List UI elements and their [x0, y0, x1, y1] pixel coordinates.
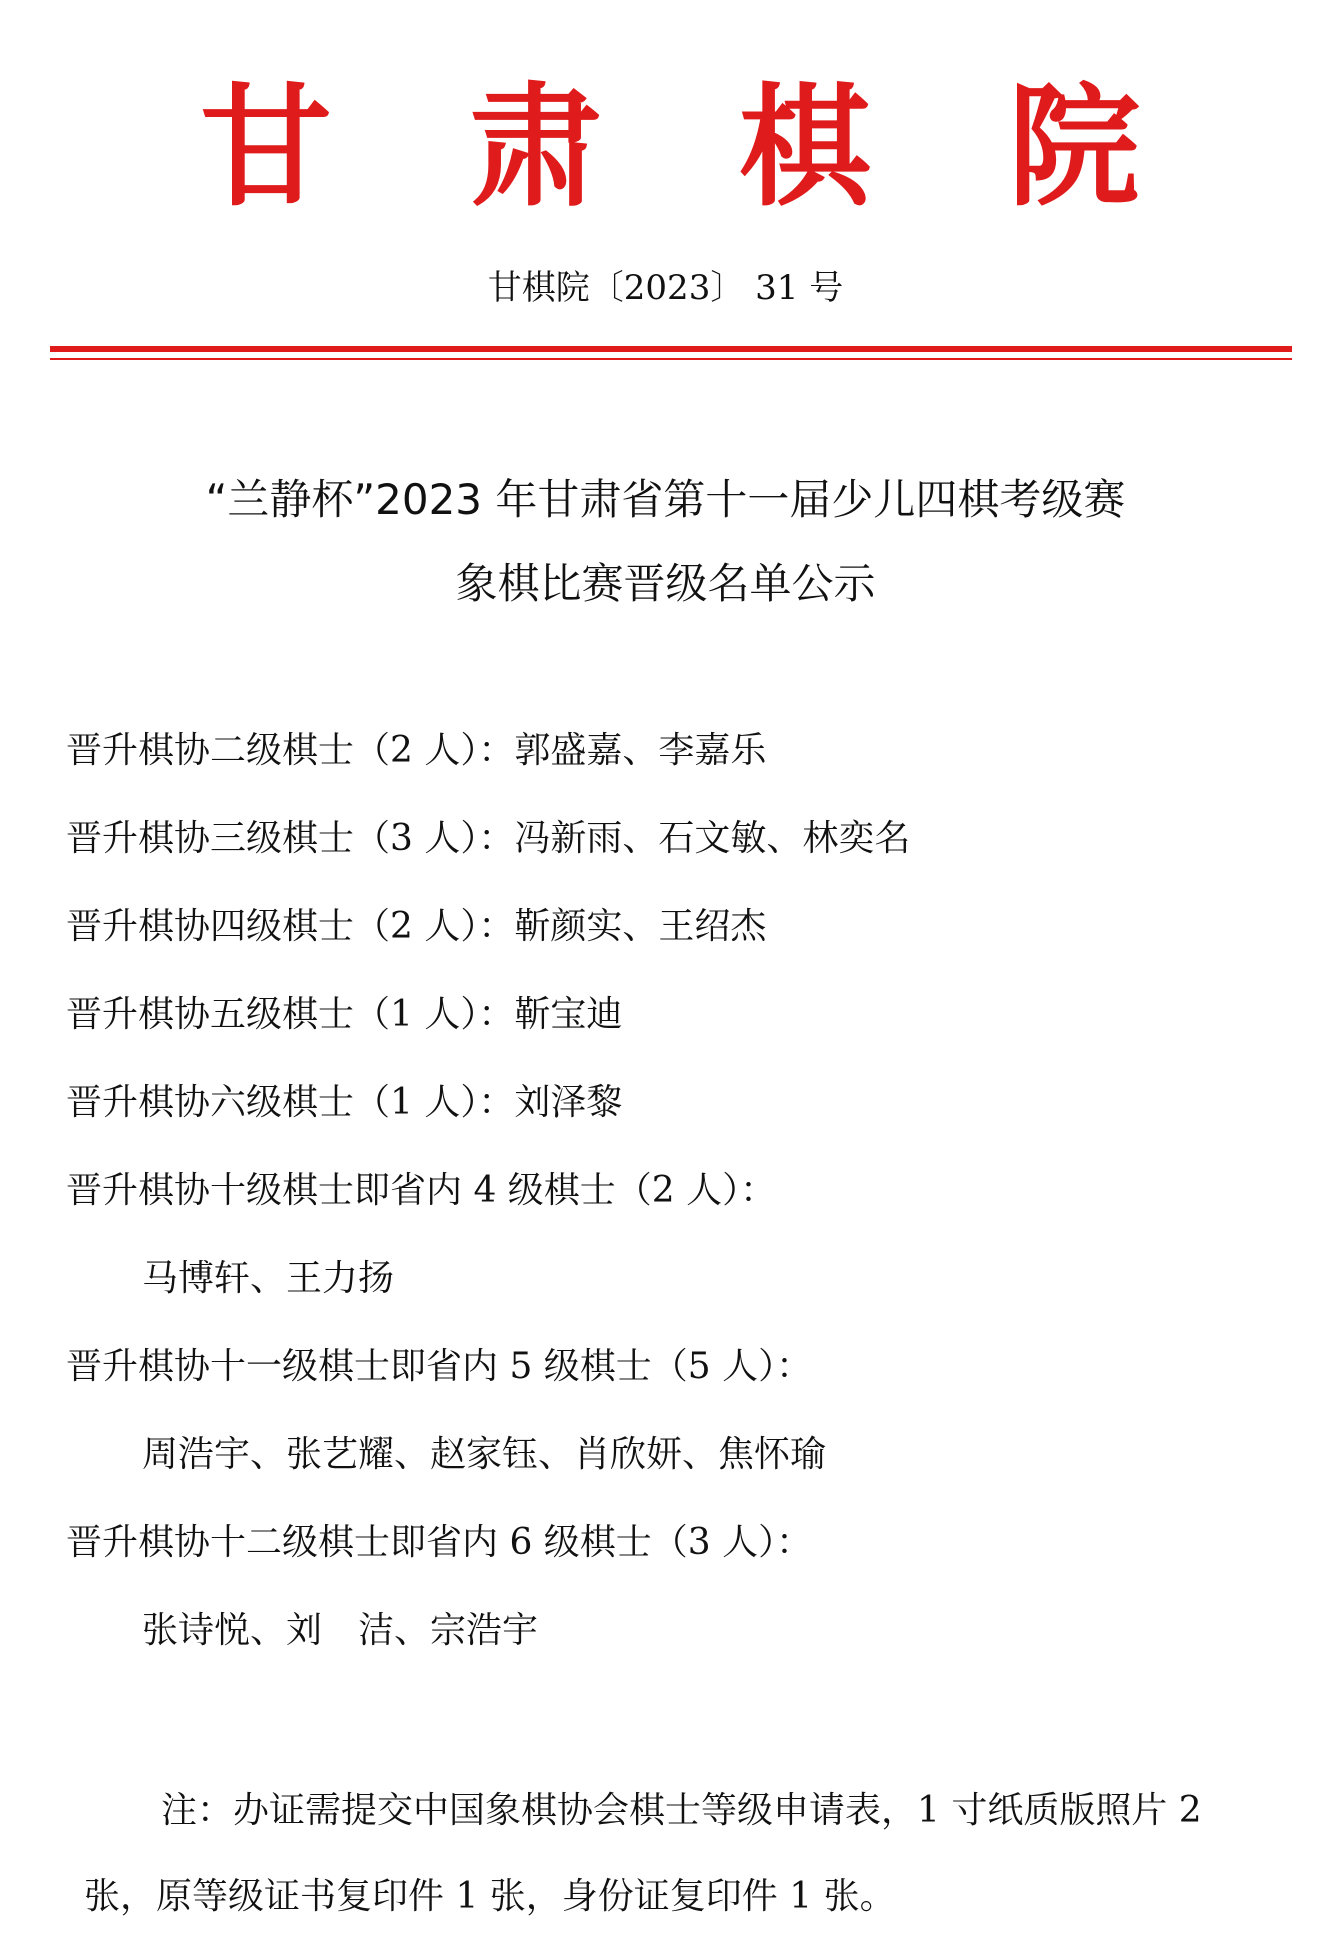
note-line-1: 注：办证需提交中国象棋协会棋士等级申请表，1 寸纸质版照片 2 [161, 1790, 1202, 1831]
list-item [66, 1074, 1286, 1162]
letterhead-char: 院 [1007, 70, 1140, 225]
title-line-1: “兰静杯”2023 年甘肃省第十一届少儿四棋考级赛 [205, 475, 1126, 524]
note-line-2: 张，原等级证书复印件 1 张，身份证复印件 1 张。 [84, 1876, 896, 1917]
player-names: 张诗悦、刘 洁、宗浩宇 [142, 1610, 539, 1651]
player-names: 靳颜实、王绍杰 [514, 906, 767, 947]
level-label: 晋升棋协四级棋士（2 人）： [66, 906, 515, 947]
letterhead-title [200, 70, 1140, 225]
letterhead-char: 肃 [469, 70, 602, 225]
level-label: 晋升棋协三级棋士（3 人）： [66, 818, 515, 859]
list-item [66, 722, 1286, 810]
player-names: 刘泽黎 [514, 1082, 623, 1123]
player-names: 靳宝迪 [514, 994, 623, 1035]
letterhead-rule-thin [50, 358, 1292, 360]
level-label: 晋升棋协十一级棋士即省内 5 级棋士（5 人）： [66, 1346, 813, 1387]
level-label: 晋升棋协六级棋士（1 人）： [66, 1082, 515, 1123]
level-label: 晋升棋协二级棋士（2 人）： [66, 730, 515, 771]
level-label: 晋升棋协五级棋士（1 人）： [66, 994, 515, 1035]
player-names: 冯新雨、石文敏、林奕名 [514, 818, 911, 859]
application-note [66, 1768, 1284, 1940]
letterhead-char: 甘 [200, 70, 332, 225]
player-names: 马博轩、王力扬 [142, 1258, 395, 1299]
letterhead-rule-thick [50, 346, 1292, 352]
letterhead-char: 棋 [738, 70, 871, 225]
title-line-2: 象棋比赛晋级名单公示 [455, 559, 876, 608]
list-item [66, 986, 1286, 1074]
list-item [66, 810, 1286, 898]
list-item [66, 898, 1286, 986]
player-names: 郭盛嘉、李嘉乐 [514, 730, 767, 771]
document-title [0, 458, 1331, 626]
player-names: 周浩宇、张艺耀、赵家钰、肖欣妍、焦怀瑜 [142, 1434, 827, 1475]
level-label: 晋升棋协十级棋士即省内 4 级棋士（2 人）： [66, 1170, 777, 1211]
level-label: 晋升棋协十二级棋士即省内 6 级棋士（3 人）： [66, 1522, 813, 1563]
document-number: 甘棋院〔2023〕 31 号 [487, 268, 844, 308]
promotion-list [66, 722, 1286, 1690]
